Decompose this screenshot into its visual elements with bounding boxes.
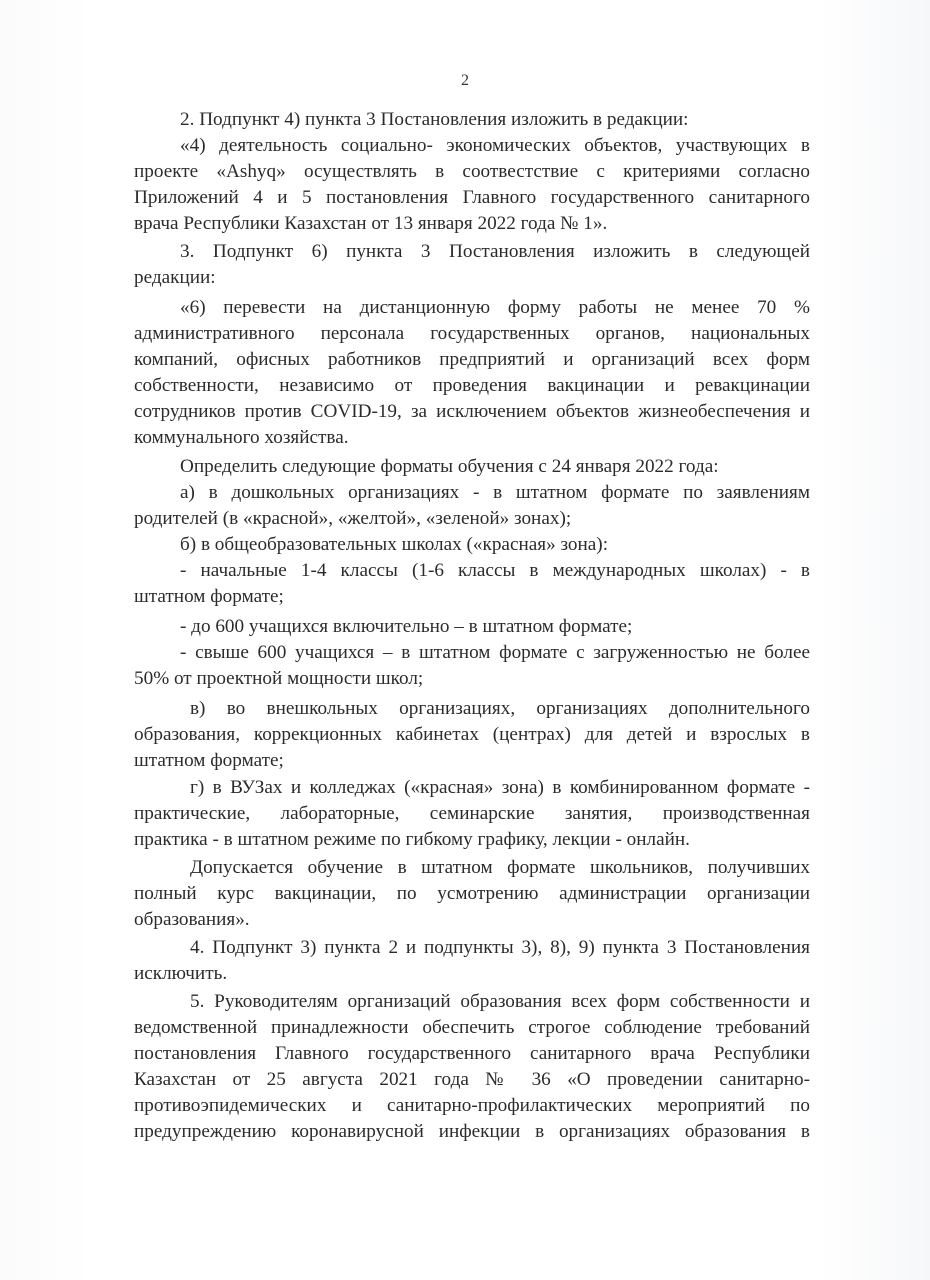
- text-line: 50% от проектной мощности школ;: [134, 668, 424, 689]
- text-line: административного персонала государственных органов, национальных: [134, 323, 810, 344]
- text-line: в) во внешкольных организациях, организациях дополнительного: [190, 698, 810, 719]
- text-line: противоэпидемических и санитарно-профилактических мероприятий по: [134, 1095, 810, 1116]
- text-line: - до 600 учащихся включительно – в штатном формате;: [180, 616, 633, 637]
- text-line: врача Республики Казахстан от 13 января 2022 года № 1».: [134, 213, 608, 234]
- text-line: «4) деятельность социально- экономических объектов, участвующих в: [180, 135, 810, 156]
- text-line: собственности, независимо от проведения вакцинации и ревакцинации: [134, 375, 810, 396]
- text-line: образования, коррекционных кабинетах (центрах) для детей и взрослых в: [134, 724, 810, 745]
- text-line: 5. Руководителям организаций образования всех форм собственности и: [190, 991, 810, 1012]
- text-line: предупреждению коронавирусной инфекции в организациях образования в: [134, 1121, 810, 1142]
- text-line: 4. Подпункт 3) пункта 2 и подпункты 3), 8), 9) пункта 3 Постановления: [190, 937, 810, 958]
- text-line: 3. Подпункт 6) пункта 3 Постановления изложить в следующей: [180, 241, 810, 262]
- text-line: образования».: [134, 909, 250, 930]
- text-line: Допускается обучение в штатном формате школьников, получивших: [190, 857, 810, 878]
- text-line: полный курс вакцинации, по усмотрению администрации организации: [134, 883, 810, 904]
- text-line: штатном формате;: [134, 586, 284, 607]
- text-line: родителей (в «красной», «желтой», «зеленой» зонах);: [134, 508, 572, 529]
- page-number: 2: [461, 72, 469, 89]
- text-line: Приложений 4 и 5 постановления Главного государственного санитарного: [134, 187, 810, 208]
- text-line: Казахстан от 25 августа 2021 года № 36 «О проведении санитарно-: [134, 1069, 810, 1090]
- text-line: - начальные 1-4 классы (1-6 классы в международных школах) - в: [180, 560, 810, 581]
- text-line: б) в общеобразовательных школах («красная» зона):: [180, 534, 609, 555]
- text-line: компаний, офисных работников предприятий и организаций всех форм: [134, 349, 810, 370]
- text-line: 2. Подпункт 4) пункта 3 Постановления изложить в редакции:: [180, 109, 689, 130]
- text-line: «6) перевести на дистанционную форму работы не менее 70 %: [180, 297, 810, 318]
- text-line: ведомственной принадлежности обеспечить строгое соблюдение требований: [134, 1017, 810, 1038]
- text-line: а) в дошкольных организациях - в штатном формате по заявлениям: [180, 482, 810, 503]
- text-line: исключить.: [134, 963, 228, 984]
- text-line: штатном формате;: [134, 750, 284, 771]
- text-line: практические, лабораторные, семинарские занятия, производственная: [134, 803, 810, 824]
- text-line: постановления Главного государственного санитарного врача Республики: [134, 1043, 810, 1064]
- text-line: Определить следующие форматы обучения с 24 января 2022 года:: [180, 456, 719, 477]
- text-line: г) в ВУЗах и колледжах («красная» зона) в комбинированном формате -: [190, 777, 810, 798]
- text-line: практика - в штатном режиме по гибкому графику, лекции - онлайн.: [134, 829, 690, 850]
- text-line: сотрудников против COVID-19, за исключением объектов жизнеобеспечения и: [134, 401, 810, 422]
- text-line: - свыше 600 учащихся – в штатном формате с загруженностью не более: [180, 642, 810, 663]
- text-line: редакции:: [134, 267, 216, 288]
- text-line: коммунального хозяйства.: [134, 427, 349, 448]
- text-line: проекте «Ashyq» осуществлять в соотвестствие с критериями согласно: [134, 161, 810, 182]
